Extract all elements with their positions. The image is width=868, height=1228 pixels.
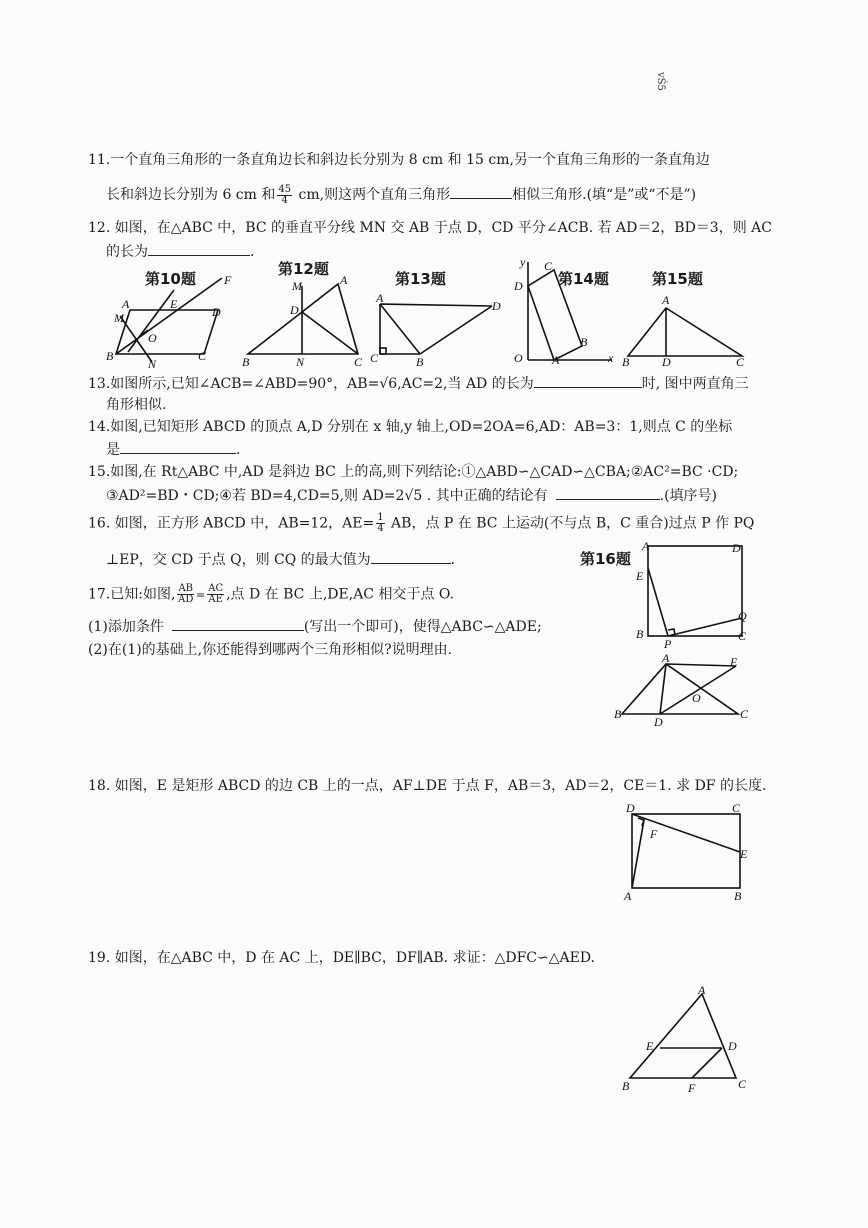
q14-answer-blank[interactable] xyxy=(120,439,236,454)
fig15-label-C: C xyxy=(736,355,745,369)
question-15-line1: 15.如图,在 Rt△ABC 中,AD 是斜边 BC 上的高,则下列结论:①△ABD∽△CAD∽△CBA;②AC²=BC ·CD; xyxy=(88,464,739,480)
q11-answer-blank[interactable] xyxy=(450,184,512,199)
q17-text-a: 17.已知:如图, xyxy=(88,586,176,603)
q17-answer-blank[interactable] xyxy=(172,616,304,631)
question-17-line3: (2)在(1)的基础上,你还能得到哪两个三角形相似?说明理由. xyxy=(88,642,453,658)
figure-16-square xyxy=(628,538,758,650)
fig17-label-B: B xyxy=(614,707,622,721)
q16-answer-blank[interactable] xyxy=(371,549,451,564)
q17-frac1-num: AB xyxy=(178,583,194,594)
fig10-label-O: O xyxy=(148,331,157,345)
question-12-line1: 12. 如图，在△ABC 中，BC 的垂直平分线 MN 交 AB 于点 D，CD 平分∠ACB. 若 AD＝2，BD＝3，则 AC xyxy=(88,220,772,236)
fig16-label-A: A xyxy=(642,539,650,553)
q16-text-b: AB，点 P 在 BC 上运动(不与点 B，C 重合)过点 P 作 PQ xyxy=(386,515,755,532)
fig17-label-E: E xyxy=(730,655,738,669)
question-11-line2 xyxy=(106,184,696,206)
fig17-label-O: O xyxy=(692,691,701,705)
fig18-label-A: A xyxy=(624,889,632,903)
q12-end: . xyxy=(250,244,255,260)
q16-text-c: ⊥EP，交 CD 于点 Q，则 CQ 的最大值为 xyxy=(106,552,371,568)
q16-frac-den: 4 xyxy=(377,523,384,534)
fig12-label-C: C xyxy=(354,355,363,369)
q17-fraction-1 xyxy=(177,584,194,605)
fig14-label-x: x xyxy=(608,351,614,365)
fig12-label-D: D xyxy=(290,303,299,317)
q14-text: 是 xyxy=(106,442,120,458)
fig13-label-C: C xyxy=(370,351,379,365)
q11-fraction xyxy=(277,185,292,206)
fig15-label-B: B xyxy=(622,355,630,369)
q16-end: . xyxy=(450,552,456,568)
q15-answer-blank[interactable] xyxy=(556,485,660,500)
figure-14-caption: 第14题 xyxy=(558,270,609,288)
fig15-label-D: D xyxy=(662,355,671,369)
fig17-label-C: C xyxy=(740,707,749,721)
fig10-label-E: E xyxy=(170,297,178,311)
fig16-label-E: E xyxy=(636,569,644,583)
question-17-line1 xyxy=(88,584,454,606)
fig16-label-P: P xyxy=(664,637,672,651)
fig18-label-E: E xyxy=(740,847,748,861)
q17-text-b: ,点 D 在 BC 上,DE,AC 相交于点 O. xyxy=(226,586,455,603)
figure-12-caption: 第12题 xyxy=(278,260,329,278)
figure-15-caption: 第15题 xyxy=(652,270,703,288)
fig16-label-D: D xyxy=(732,541,741,555)
fig13-label-B: B xyxy=(416,355,424,369)
figure-14-coordinate-rectangle xyxy=(508,256,618,370)
q17-frac2-den: AE xyxy=(208,594,223,605)
fig19-label-A: A xyxy=(698,983,706,997)
question-11-line1: 11.一个直角三角形的一条直角边长和斜边长分别为 8 cm 和 15 cm,另一个直角三角形的一条直角边 xyxy=(88,152,710,168)
figure-18-rectangle xyxy=(620,802,760,906)
figure-15-right-triangle xyxy=(620,293,750,374)
question-19-line1: 19. 如图，在△ABC 中，D 在 AC 上，DE∥BC，DF∥AB. 求证：△DFC∽△AED. xyxy=(88,950,595,966)
fig10-label-F: F xyxy=(224,273,232,287)
question-18-line1: 18. 如图，E 是矩形 ABCD 的边 CB 上的一点，AF⊥DE 于点 F，AB＝3，AD＝2，CE＝1. 求 DF 的长度. xyxy=(88,778,767,794)
q11-text-c: 相似三角形.(填“是”或“不是”) xyxy=(512,187,697,203)
q13-answer-blank[interactable] xyxy=(534,373,642,388)
figure-10-caption: 第10题 xyxy=(145,270,196,288)
q17-fraction-2 xyxy=(207,584,224,605)
fig19-label-C: C xyxy=(738,1077,747,1091)
fig10-label-A: A xyxy=(122,297,130,311)
fig12-label-A: A xyxy=(340,273,348,287)
fig18-label-C: C xyxy=(732,801,741,815)
q12-answer-blank[interactable] xyxy=(148,241,250,256)
q14-end: . xyxy=(236,442,241,458)
figure-12-triangle xyxy=(240,273,370,372)
fig18-label-D: D xyxy=(626,801,635,815)
fig15-label-A: A xyxy=(662,293,670,307)
fig13-label-A: A xyxy=(376,291,384,305)
fig19-label-B: B xyxy=(622,1079,630,1093)
q15-text-a: ③AD²=BD・CD;④若 BD=4,CD=5,则 AD=2√5 . 其中正确的结论有 xyxy=(106,488,548,504)
question-12-line2 xyxy=(106,241,254,262)
fig13-label-D: D xyxy=(492,299,501,313)
q17-frac2-num: AC xyxy=(208,583,224,594)
fig18-label-B: B xyxy=(734,889,742,903)
figure-13-triangles xyxy=(368,292,508,372)
fig17-label-A: A xyxy=(662,651,670,665)
fig19-label-F: F xyxy=(688,1081,696,1095)
question-16-line2 xyxy=(106,549,455,570)
fig16-label-Q: Q xyxy=(738,609,747,623)
figure-17-triangles xyxy=(612,652,762,728)
fig16-label-C: C xyxy=(738,629,747,643)
q12-text: 的长为 xyxy=(106,244,148,260)
question-13-line2: 角形相似. xyxy=(106,397,167,413)
q15-text-b: .(填序号) xyxy=(659,488,717,504)
side-margin-mark: vŚ5 xyxy=(655,72,666,91)
fig10-label-D: D xyxy=(212,305,221,319)
fig14-label-O: O xyxy=(514,351,523,365)
q11-frac-num: 45 xyxy=(278,183,292,195)
question-13-line1 xyxy=(88,373,749,394)
q11-text-a: 长和斜边长分别为 6 cm 和 xyxy=(106,187,276,203)
fig19-label-E: E xyxy=(646,1039,654,1053)
q17-frac1-den: AD xyxy=(178,594,194,605)
fig10-label-M: M xyxy=(114,311,124,325)
q17-text-c: (1)添加条件 xyxy=(88,619,164,635)
fig12-label-N: N xyxy=(296,355,305,369)
question-16-line1 xyxy=(88,513,754,534)
q11-text-b: cm,则这两个直角三角形 xyxy=(294,187,451,203)
figure-16-caption: 第16题 xyxy=(580,550,631,568)
fig14-label-C: C xyxy=(544,259,553,273)
fig19-label-D: D xyxy=(728,1039,737,1053)
fig14-label-B: B xyxy=(580,335,588,349)
fig10-label-C: C xyxy=(198,349,207,363)
question-17-line2 xyxy=(88,616,542,637)
fig14-label-D: D xyxy=(514,279,523,293)
q17-equals: = xyxy=(196,588,206,602)
figure-13-caption: 第13题 xyxy=(395,270,446,288)
fig12-label-M: M xyxy=(292,279,302,293)
q16-fraction xyxy=(376,513,384,534)
fig14-label-A: A xyxy=(552,353,560,367)
figure-10-parallelogram xyxy=(100,270,240,370)
question-14-line1: 14.如图,已知矩形 ABCD 的顶点 A,D 分别在 x 轴,y 轴上,OD=2OA=6,AD：AB=3：1,则点 C 的坐标 xyxy=(88,419,733,435)
question-14-line2 xyxy=(106,439,240,460)
q17-text-d: (写出一个即可)，使得△ABC∽△ADE; xyxy=(303,619,542,635)
question-15-line2 xyxy=(106,485,717,506)
q13-text-a: 13.如图所示,已知∠ACB=∠ABD=90°，AB=√6,AC=2,当 AD 的长为 xyxy=(88,376,534,392)
fig16-label-B: B xyxy=(636,627,644,641)
figure-19-triangle xyxy=(618,982,758,1094)
fig17-label-D: D xyxy=(654,715,663,729)
q13-text-b: 时, 图中两直角三 xyxy=(641,376,749,392)
q11-frac-den: 4 xyxy=(281,194,288,206)
fig10-label-B: B xyxy=(106,349,114,363)
fig14-label-y: y xyxy=(520,255,526,269)
fig18-label-F: F xyxy=(650,827,658,841)
q16-text-a: 16. 如图，正方形 ABCD 中，AB=12，AE= xyxy=(88,515,375,532)
q16-frac-num: 1 xyxy=(377,512,384,523)
fig12-label-B: B xyxy=(242,355,250,369)
fig10-label-N: N xyxy=(148,357,157,371)
